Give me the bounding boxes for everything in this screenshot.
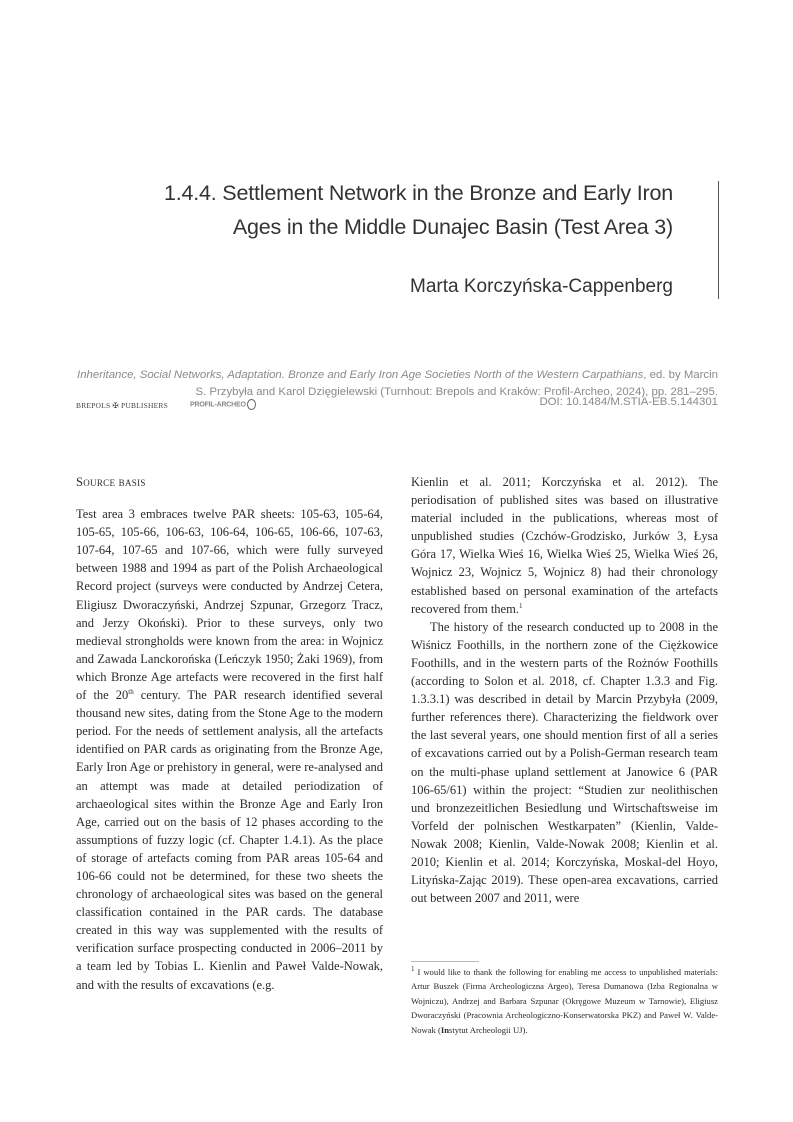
right-column (411, 473, 718, 907)
body-paragraph (411, 473, 718, 618)
doi: DOI: 10.1484/M.STIA-EB.5.144301 (539, 396, 718, 408)
footnote-reference[interactable]: 1 (518, 601, 523, 610)
publisher-logo-text: PROFIL-ARCHEO (190, 401, 246, 409)
footnote-text: I would like to thank the following for enabling me access to unpublished materials: Artur Buszek (Firma Archeologiczna Argeo), Teresa Dumanowa (Izba Regionalna w Wojniczu), Andrzej and Barbara Szpunar (Okręgowe Muzeum w Tarnowie), Eligiusz Dworaczyński (Pracownia Archeologiczno-Konserwatorska PKZ) and Paweł W. Valde-Nowak ( (411, 967, 718, 1035)
author-name: Marta Korczyńska-Cappenberg (410, 276, 673, 297)
chapter-title (73, 176, 673, 244)
paragraph-text-continued: century. The PAR research identified several thousand new sites, dating from the Stone Age to the modern period. For the needs of settlement analysis, all the artefacts identified on PAR cards as originating from the Bronze Age, Early Iron Age or prehistory in general, were re-analysed and an attempt was made at detailed periodization of archaeological sites within the Bronze Age and Early Iron Age, carried out on the basis of 12 phases according to the assumptions of fuzzy logic (cf. Chapter 1.4.1). As the place of storage of artefacts coming from PAR areas 105-64 and 106-66 could not be determined, for these two sheets the chronology of archaeological sites was based on the general classification contained in the PAR cards. The database created in this way was supplemented with the results of verification surface prospecting conducted in 2006–2011 by a team led by Tobias L. Kienlin and Paweł Valde-Nowak, and with the results of excavations (e.g. (76, 688, 383, 992)
chapter-title-line-1: 1.4.4. Settlement Network in the Bronze and Early Iron (163, 181, 673, 205)
section-heading: Source basis (76, 475, 146, 489)
publisher-logo-profil-archeo (190, 399, 256, 410)
paragraph-text: Kienlin et al. 2011; Korczyńska et al. 2012). The periodisation of published sites was based on illustrative material included in the publications, whereas most of unpublished studies (Czchów-Grodzisko, Jurków 3, Łysa Góra 17, Wielka Wieś 16, Wielka Wieś 25, Wielka Wieś 26, Wojnicz 23, Wojnicz 5, Wojnicz 8) had their chronology established based on personal examination of the artefacts recovered from them. (411, 475, 718, 616)
footnote-text-end: stytut Archeologii UJ). (448, 1024, 528, 1035)
body-paragraph (76, 505, 383, 994)
footnote-number: 1 (411, 965, 415, 974)
superscript: th (128, 687, 134, 696)
paragraph-text: Test area 3 embraces twelve PAR sheets: 105-63, 105-64, 105-65, 105-66, 106-63, 106-64, 106-65, 106-66, 107-63, 107-64, 107-65 and 107-66, which were fully surveyed between 1988 and 1994 as part of the Polish Archaeological Record project (surveys were conducted by Andrzej Cetera, Eligiusz Dworaczyński, Andrzej Szpunar, Grzegorz Tracz, and Jerzy Okoński). Prior to these surveys, only two medieval strongholds were known from the area: in Wojnicz and Zawada Lanckorońska (Leńczyk 1950; Żaki 1969), from which Bronze Age artefacts were recovered in the first half of the 20 (76, 507, 383, 703)
left-column (76, 473, 383, 994)
footnote-divider (411, 961, 479, 962)
footnote-text-bold: In (440, 1024, 449, 1035)
publisher-brepols: BREPOLS ✠ PUBLISHERS (76, 401, 168, 410)
citation-book-title: Inheritance, Social Networks, Adaptation. Bronze and Early Iron Age Societies North of the Western Carpathians (77, 369, 644, 381)
footnote (411, 965, 718, 1037)
chapter-title-line-2: Ages in the Middle Dunajec Basin (Test Area 3) (232, 215, 673, 239)
body-paragraph: The history of the research conducted up to 2008 in the Wiśnicz Foothills, in the northern zone of the Ciężkowice Foothills, and in the western parts of the Rożnów Foothills (according to Solon et al. 2018, cf. Chapter 1.3.3 and Fig. 1.3.3.1) was described in detail by Marcin Przybyła (2009, further references there). Characterizing the fieldwork over the last several years, one should mention first of all a series of excavations carried out by a Polish-German research team on the multi-phase upland settlement at Janowice 6 (PAR 106-65/61) within the project: “Studien zur neolithischen und bronzezeitlichen Besiedlung und Wirtschaftsweise im Vorfeld der polnischen Westkarpaten” (Kienlin, Valde-Nowak 2008; Kienlin, Valde-Nowak 2008; Kienlin et al. 2010; Kienlin et al. 2014; Korczyńska, Moskal-del Hoyo, Lityńska-Zając 2019). These open-area excavations, carried out between 2007 and 2011, were (411, 619, 718, 906)
citation-details: , ed. by Marcin S. Przybyła and Karol Dzięgielewski (Turnhout: Brepols and Kraków: Profil-Archeo, 2024), pp. 281–295. (195, 369, 718, 398)
logo-mark-icon (247, 399, 256, 410)
title-vertical-rule (718, 181, 719, 299)
